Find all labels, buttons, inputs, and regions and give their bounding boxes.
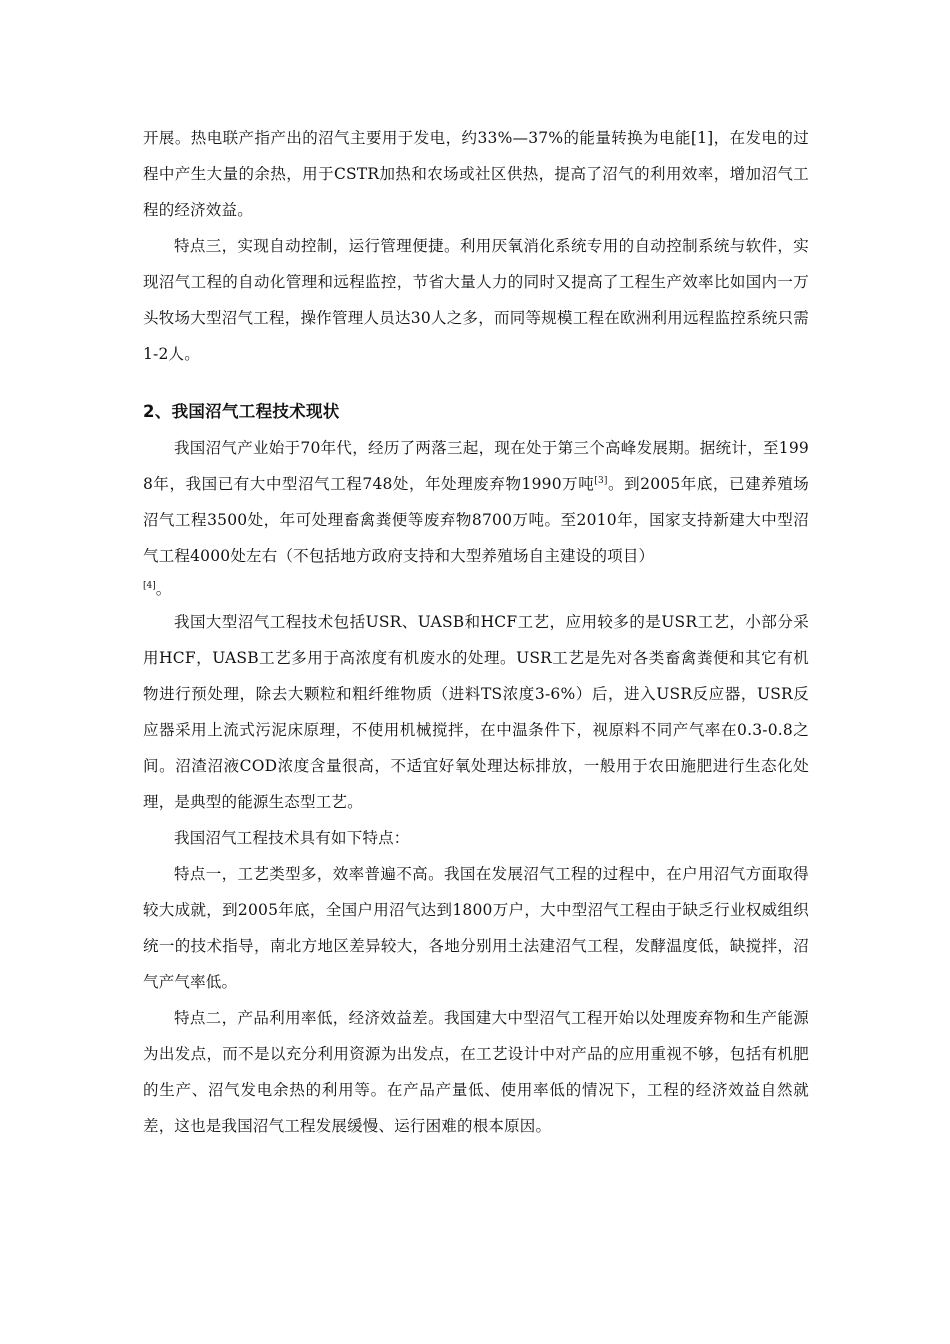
paragraph-features-intro: 我国沼气工程技术具有如下特点： (174, 829, 410, 847)
paragraph-cogeneration: 开展。热电联产指产出的沼气主要用于发电，约33%—37%的能量转换为电能[1]，在发电的过程中产生大量的余热，用于CSTR加热和农场或社区供热，提高了沼气的利用效率，增加沼气工程的经济效益。 (143, 129, 809, 219)
citation-4: [4] (143, 581, 156, 591)
history-text-b: 。到2005年底，已建养殖场沼气工程3500处，年可处理畜禽粪便等废弃物8700万吨。至2010年，国家支持新建大中型沼气工程4000处左右（不包括地方政府支持和大型养殖场自主建设的项目） (143, 475, 809, 565)
paragraph-feature-two: 特点二，产品利用率低，经济效益差。我国建大中型沼气工程开始以处理废弃物和生产能源为出发点，而不是以充分利用资源为出发点，在工艺设计中对产品的应用重视不够，包括有机肥的生产、沼气发电余热的利用等。在产品产量低、使用率低的情况下，工程的经济效益自然就差，这也是我国沼气工程发展缓慢、运行困难的根本原因。 (143, 1009, 809, 1135)
citation-3: [3] (594, 476, 608, 486)
paragraph-industry-history (143, 430, 809, 574)
paragraph-feature-three: 特点三，实现自动控制，运行管理便捷。利用厌氧消化系统专用的自动控制系统与软件，实现沼气工程的自动化管理和远程监控，节省大量人力的同时又提高了工程生产效率比如国内一万头牧场大型沼气工程，操作管理人员达30人之多，而同等规模工程在欧洲利用远程监控系统只需1-2人。 (143, 237, 809, 363)
history-text-a: 我国沼气产业始于70年代，经历了两落三起，现在处于第三个高峰发展期。据统计，至1998年，我国已有大中型沼气工程748处，年处理废弃物1990万吨 (143, 439, 809, 493)
section-heading: 2、我国沼气工程技术现状 (143, 402, 340, 421)
citation-line (143, 574, 809, 604)
document-body (143, 120, 809, 1144)
paragraph-technology: 我国大型沼气工程技术包括USR、UASB和HCF工艺，应用较多的是USR工艺，小部分采用HCF，UASB工艺多用于高浓度有机废水的处理。USR工艺是先对各类畜禽粪便和其它有机物进行预处理，除去大颗粒和粗纤维物质（进料TS浓度3-6%）后，进入USR反应器，USR反应器采用上流式污泥床原理，不使用机械搅拌，在中温条件下，视原料不同产气率在0.3-0.8之间。沼渣沼液COD浓度含量很高，不适宜好氧处理达标排放，一般用于农田施肥进行生态化处理，是典型的能源生态型工艺。 (143, 613, 809, 811)
history-text-c: 。 (155, 580, 172, 598)
paragraph-feature-one: 特点一，工艺类型多，效率普遍不高。我国在发展沼气工程的过程中，在户用沼气方面取得较大成就，到2005年底，全国户用沼气达到1800万户，大中型沼气工程由于缺乏行业权威组织统一的技术指导，南北方地区差异较大，各地分别用土法建沼气工程，发酵温度低，缺搅拌，沼气产气率低。 (143, 865, 809, 991)
